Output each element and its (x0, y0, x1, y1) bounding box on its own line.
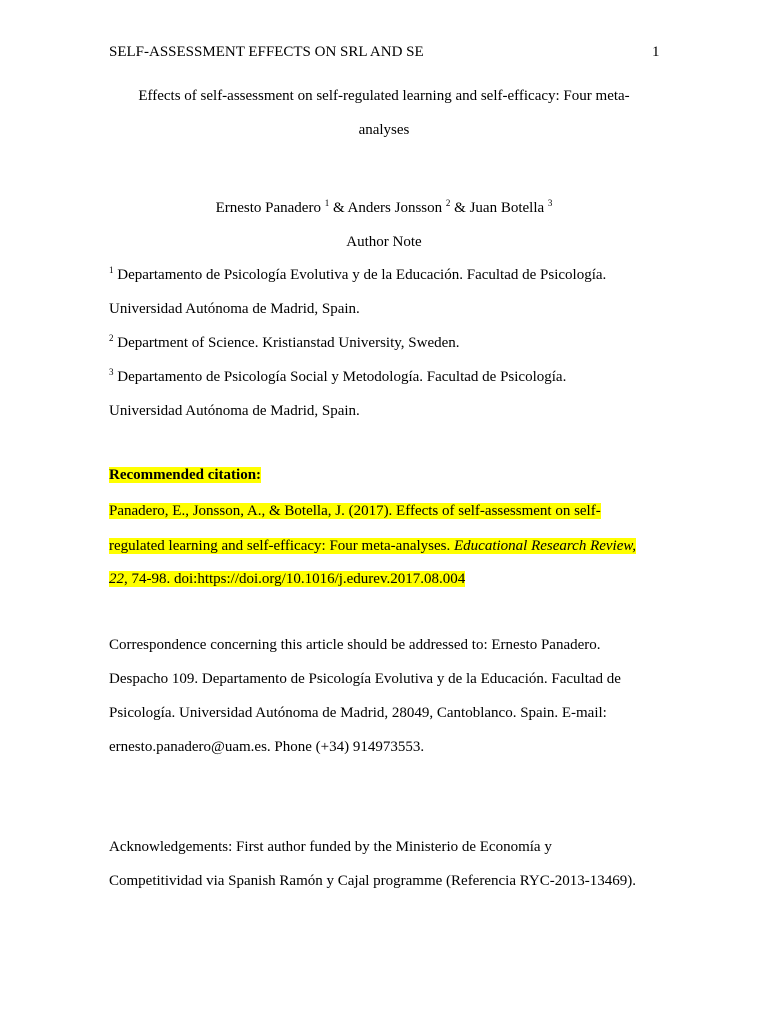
citation-line-3 (109, 570, 465, 588)
running-head: SELF-ASSESSMENT EFFECTS ON SRL AND SE (109, 44, 424, 60)
correspondence-line-2: Despacho 109. Departamento de Psicología Evolutiva y de la Educación. Facultad de (109, 671, 621, 687)
affiliation-text: Departamento de Psicología Social y Metodología. Facultad de Psicología. (113, 369, 567, 385)
author-name: & Anders Jonsson (329, 200, 443, 216)
author-affiliation-mark: 2 (445, 198, 451, 208)
correspondence-line-1: Correspondence concerning this article should be addressed to: Ernesto Panadero. (109, 637, 601, 653)
affiliation-text: Departamento de Psicología Evolutiva y de la Educación. Facultad de Psicología. (113, 267, 607, 283)
affiliation-text: Department of Science. Kristianstad University, Sweden. (113, 335, 460, 351)
citation-line-1 (109, 502, 601, 520)
author-name: & Juan Botella (450, 200, 545, 216)
affiliation-3-cont: Universidad Autónoma de Madrid, Spain. (109, 403, 360, 419)
affiliation-mark: 1 (109, 265, 114, 275)
citation-doi: , 74-98. doi:https://doi.org/10.1016/j.edurev.2017.08.004 (124, 571, 466, 587)
author-line (0, 199, 768, 217)
title-line-2: analyses (358, 122, 410, 138)
page-number: 1 (652, 44, 660, 60)
volume-number: 22 (109, 571, 124, 587)
citation-text: Panadero, E., Jonsson, A., & Botella, J. (2017). Effects of self-assessment on self- (109, 503, 601, 519)
author-affiliation-mark: 1 (324, 198, 330, 208)
affiliation-1-cont: Universidad Autónoma de Madrid, Spain. (109, 301, 360, 317)
affiliation-3 (109, 368, 566, 386)
author-affiliation-mark: 3 (547, 198, 553, 208)
title-line-1: Effects of self-assessment on self-regulated learning and self-efficacy: Four meta- (138, 88, 630, 104)
correspondence-line-3: Psicología. Universidad Autónoma de Madrid, 28049, Cantoblanco. Spain. E-mail: (109, 705, 607, 721)
author-note-heading: Author Note (346, 234, 422, 250)
citation-line-2 (109, 537, 636, 555)
affiliation-1 (109, 266, 606, 284)
journal-name: Educational Research Review, (454, 538, 637, 554)
author-name: Ernesto Panadero (215, 200, 321, 216)
affiliation-mark: 2 (109, 333, 114, 343)
citation-heading (109, 466, 261, 484)
citation-heading-text: Recommended citation: (109, 467, 262, 483)
affiliation-2 (109, 334, 460, 352)
acknowledgements-line-2: Competitividad via Spanish Ramón y Cajal programme (Referencia RYC-2013-13469). (109, 873, 636, 889)
correspondence-line-4: ernesto.panadero@uam.es. Phone (+34) 914973553. (109, 739, 425, 755)
acknowledgements-line-1: Acknowledgements: First author funded by the Ministerio de Economía y (109, 839, 552, 855)
citation-text: regulated learning and self-efficacy: Four meta-analyses. (109, 538, 454, 554)
affiliation-mark: 3 (109, 367, 114, 377)
